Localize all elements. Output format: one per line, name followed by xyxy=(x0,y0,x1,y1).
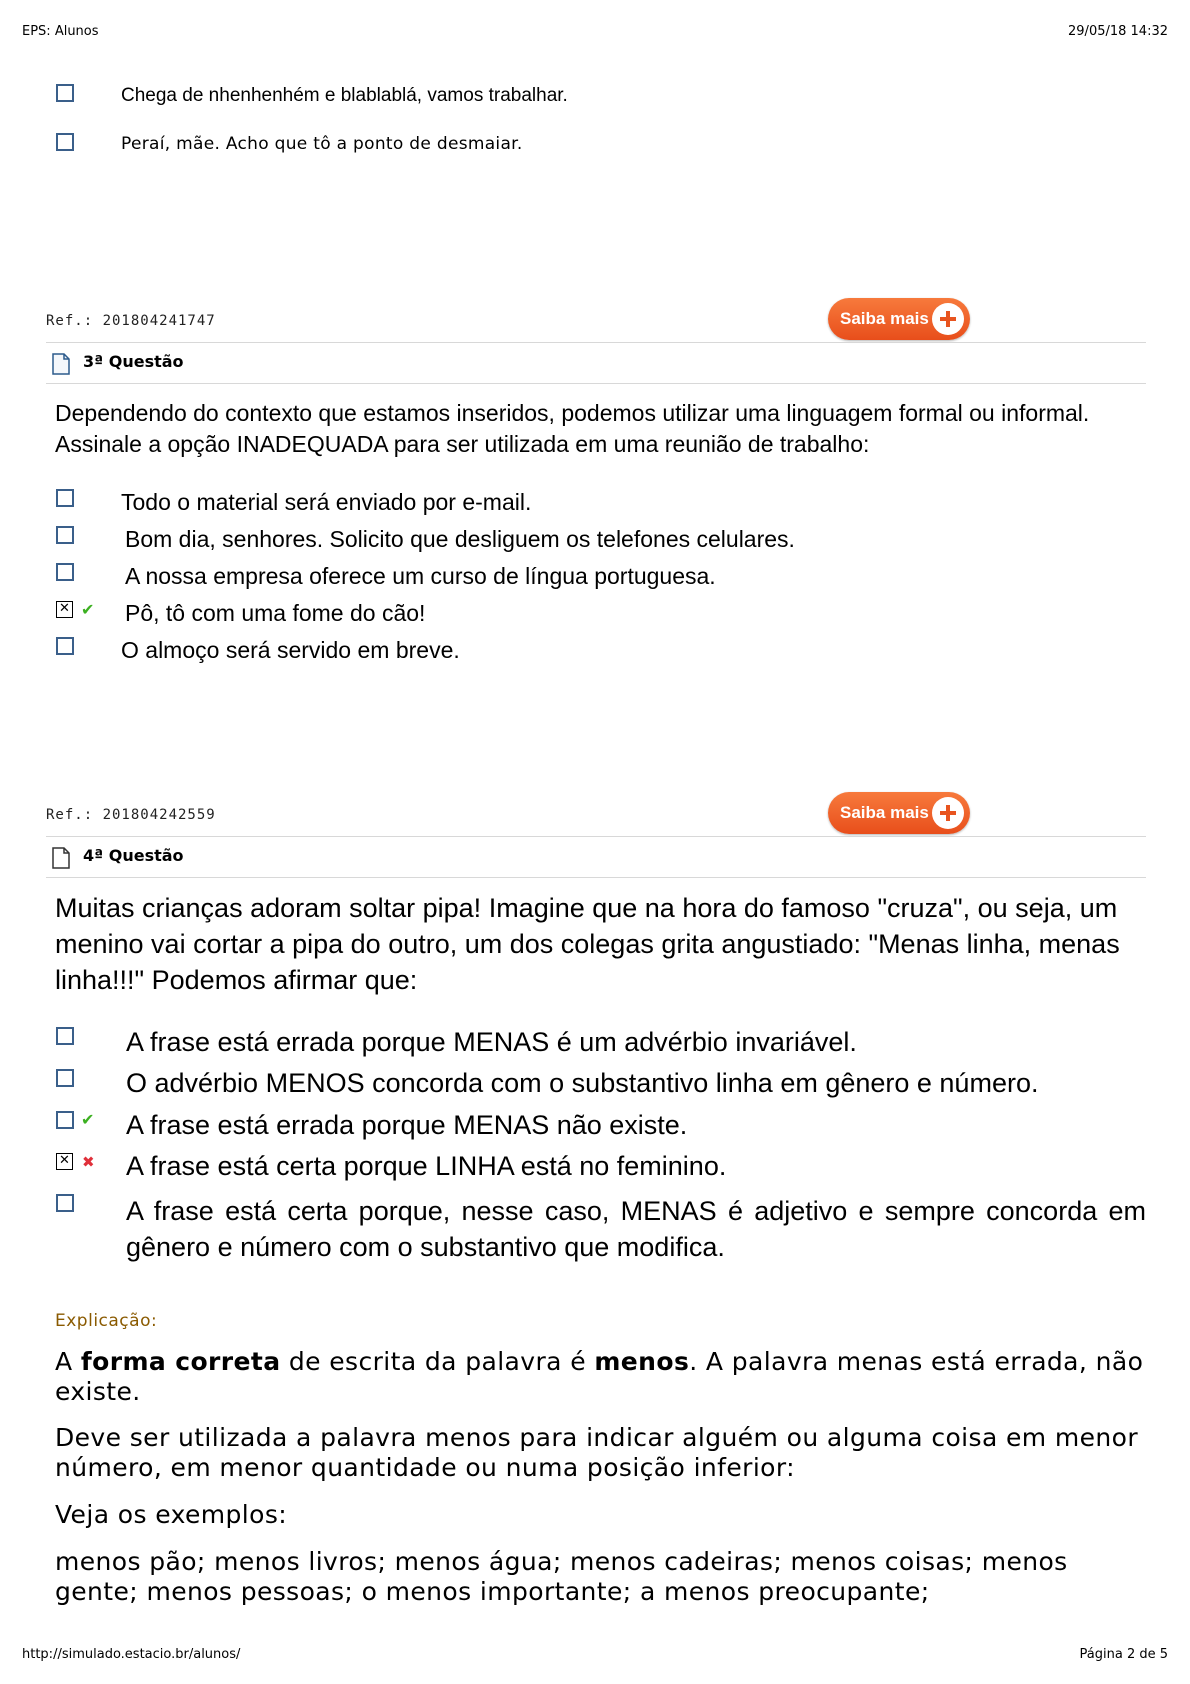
option-checkbox[interactable] xyxy=(56,526,74,544)
explanation-bold: forma correta xyxy=(80,1347,281,1376)
correct-check-icon: ✔ xyxy=(81,1110,95,1129)
document-icon xyxy=(52,847,70,869)
saiba-mais-label: Saiba mais xyxy=(840,309,929,328)
question-stem: Muitas crianças adoram soltar pipa! Imagine que na hora do famoso "cruza", ou seja, um menino vai cortar a pipa do outro, um dos colegas grita angustiado: "Menas linha, menas linha!!!" Podemos afirmar que: xyxy=(55,893,1120,995)
explanation-paragraph-1 xyxy=(55,1347,1145,1407)
saiba-mais-button[interactable] xyxy=(828,298,970,340)
option-text: A frase está certa porque LINHA está no feminino. xyxy=(126,1151,727,1181)
plus-icon xyxy=(932,303,964,335)
option-text: A frase está errada porque MENAS não existe. xyxy=(126,1110,688,1140)
plus-icon xyxy=(932,797,964,829)
option-text: Peraí, mãe. Acho que tô a ponto de desmaiar. xyxy=(121,134,523,154)
divider xyxy=(46,383,1146,384)
option-checkbox[interactable] xyxy=(56,637,74,655)
option-text: O almoço será servido em breve. xyxy=(121,637,460,663)
explanation-bold: menos xyxy=(594,1347,690,1376)
correct-check-icon: ✔ xyxy=(81,600,95,619)
option-checkbox[interactable] xyxy=(56,1194,74,1212)
option-text: A frase está errada porque MENAS é um advérbio invariável. xyxy=(126,1027,857,1057)
question-ref: Ref.: 201804241747 xyxy=(46,313,216,329)
option-text: Bom dia, senhores. Solicito que desliguem os telefones celulares. xyxy=(125,526,795,552)
page-header-title: EPS: Alunos xyxy=(22,24,99,39)
question-ref: Ref.: 201804242559 xyxy=(46,807,216,823)
question-title: 4ª Questão xyxy=(83,846,184,865)
divider xyxy=(46,342,1146,343)
explanation-text: . A palavra menas está errada, não existe. xyxy=(55,1347,1144,1406)
option-text: A frase está certa porque, nesse caso, MENAS é adjetivo e sempre concorda em gênero e número com o substantivo que modifica. xyxy=(126,1196,1146,1262)
question-title: 3ª Questão xyxy=(83,352,184,371)
explanation-text: A xyxy=(55,1347,81,1376)
option-checkbox[interactable] xyxy=(56,1111,74,1129)
explanation-paragraph-4: menos pão; menos livros; menos água; menos cadeiras; menos coisas; menos gente; menos pessoas; o menos importante; a menos preocupante; xyxy=(55,1547,1068,1606)
option-text: Chega de nhenhenhém e blablablá, vamos trabalhar. xyxy=(121,85,568,106)
saiba-mais-label: Saiba mais xyxy=(840,803,929,822)
explanation-paragraph-2: Deve ser utilizada a palavra menos para indicar alguém ou alguma coisa em menor número, em menor quantidade ou numa posição inferior: xyxy=(55,1423,1139,1482)
option-text: Todo o material será enviado por e-mail. xyxy=(121,489,532,515)
explanation-paragraph-3: Veja os exemplos: xyxy=(55,1500,288,1529)
option-checkbox[interactable] xyxy=(56,133,74,151)
option-checkbox[interactable] xyxy=(56,489,74,507)
wrong-x-icon: ✖ xyxy=(82,1153,95,1171)
page-footer-url: http://simulado.estacio.br/alunos/ xyxy=(22,1647,241,1662)
option-text: A nossa empresa oferece um curso de língua portuguesa. xyxy=(125,563,716,589)
option-checkbox[interactable] xyxy=(56,563,74,581)
page-header-datetime: 29/05/18 14:32 xyxy=(1068,24,1168,39)
option-checkbox[interactable] xyxy=(56,84,74,102)
option-checkbox-checked[interactable]: ✕ xyxy=(56,601,73,618)
explanation-text: de escrita da palavra é xyxy=(280,1347,595,1376)
option-text: Pô, tô com uma fome do cão! xyxy=(125,600,426,626)
divider xyxy=(46,836,1146,837)
explanation-label: Explicação: xyxy=(55,1311,158,1331)
saiba-mais-button[interactable] xyxy=(828,792,970,834)
divider xyxy=(46,877,1146,878)
document-icon xyxy=(52,353,70,375)
question-stem: Dependendo do contexto que estamos inseridos, podemos utilizar uma linguagem formal ou informal. Assinale a opção INADEQUADA para ser utilizada em uma reunião de trabalho: xyxy=(55,400,1090,457)
option-checkbox[interactable] xyxy=(56,1069,74,1087)
option-text: O advérbio MENOS concorda com o substantivo linha em gênero e número. xyxy=(126,1068,1039,1098)
page-footer-page-number: Página 2 de 5 xyxy=(1079,1647,1168,1662)
option-checkbox[interactable] xyxy=(56,1027,74,1045)
option-checkbox-checked[interactable]: ✕ xyxy=(56,1153,73,1170)
